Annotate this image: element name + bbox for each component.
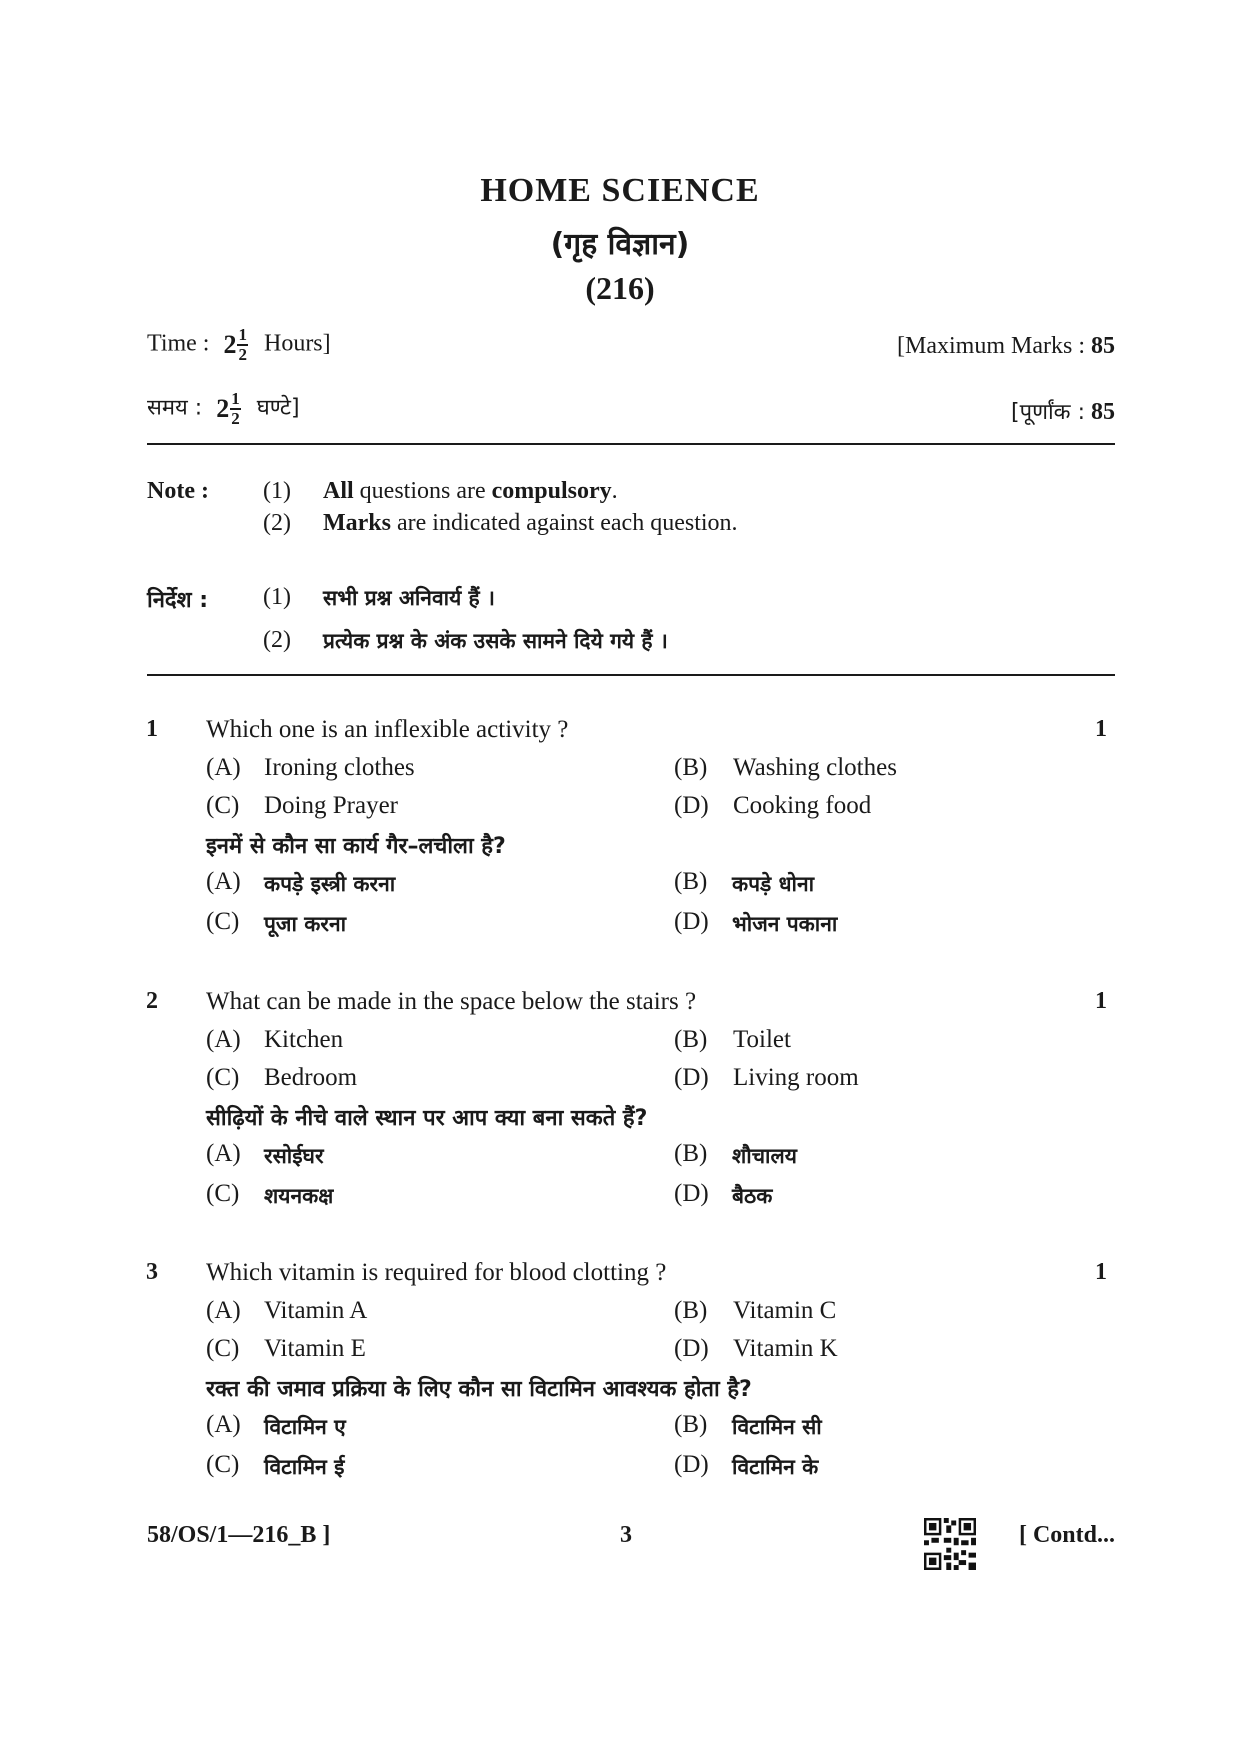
question-text-hindi: रक्त की जमाव प्रक्रिया के लिए कौन सा विटामिन आवश्यक होता है?	[206, 1377, 752, 1402]
note-item-1: All questions are compulsory.	[323, 478, 618, 504]
question-number: 2	[146, 988, 158, 1014]
option-text: Vitamin A	[264, 1297, 368, 1324]
nirdesh-item-1-num: (1)	[263, 584, 291, 610]
option-text-hindi: रसोईघर	[264, 1144, 324, 1168]
fraction-half: $\frac{1}{2}$	[238, 325, 247, 364]
note-label: Note :	[147, 478, 209, 504]
max-marks-english: [Maximum Marks : 85	[897, 333, 1115, 359]
option-letter-hindi: (B)	[674, 868, 708, 895]
option-letter-hindi: (B)	[674, 1140, 708, 1167]
option-text: Vitamin C	[733, 1297, 837, 1324]
option-letter: (A)	[206, 1297, 241, 1324]
option-letter: (B)	[674, 754, 708, 781]
option-letter: (B)	[674, 1297, 708, 1324]
qr-code-icon	[924, 1518, 976, 1570]
option-text-hindi: विटामिन ए	[264, 1415, 346, 1439]
option-text-hindi: कपड़े इस्त्री करना	[264, 872, 396, 896]
paper-code-footer: 58/OS/1—216_B ]	[147, 1522, 331, 1548]
option-letter: (D)	[674, 792, 709, 819]
question-text: Which one is an inflexible activity ?	[206, 716, 569, 743]
option-text-hindi: शौचालय	[732, 1144, 797, 1168]
option-letter: (C)	[206, 1335, 240, 1362]
question-text: Which vitamin is required for blood clotting ?	[206, 1259, 667, 1286]
option-letter-hindi: (C)	[206, 1180, 240, 1207]
option-text: Vitamin E	[264, 1335, 366, 1362]
question-text-hindi: इनमें से कौन सा कार्य गैर–लचीला है?	[206, 834, 506, 859]
nirdesh-item-2: प्रत्येक प्रश्न के अंक उसके सामने दिये गये हैं ।	[323, 629, 668, 653]
question-marks: 1	[1095, 1259, 1107, 1285]
question-number: 1	[146, 716, 158, 742]
question-text: What can be made in the space below the stairs ?	[206, 988, 697, 1015]
question-text-hindi: सीढ़ियों के नीचे वाले स्थान पर आप क्या बना सकते हैं?	[206, 1106, 648, 1131]
option-text-hindi: पूजा करना	[264, 912, 347, 936]
option-letter-hindi: (C)	[206, 908, 240, 935]
option-text: Toilet	[733, 1026, 791, 1053]
fraction-half: $\frac{1}{2}$	[231, 389, 240, 428]
option-text: Vitamin K	[733, 1335, 838, 1362]
option-letter-hindi: (D)	[674, 1180, 709, 1207]
option-text: Living room	[733, 1064, 859, 1091]
option-text-hindi: बैठक	[732, 1184, 773, 1208]
option-letter: (D)	[674, 1335, 709, 1362]
option-letter-hindi: (D)	[674, 908, 709, 935]
option-text-hindi: कपड़े धोना	[732, 872, 815, 896]
option-letter-hindi: (A)	[206, 1140, 241, 1167]
option-text-hindi: विटामिन सी	[732, 1415, 822, 1439]
option-letter: (C)	[206, 1064, 240, 1091]
option-letter: (A)	[206, 1026, 241, 1053]
time-hindi: समय : 2 $\frac{1}{2}$ घण्टे]	[147, 389, 300, 428]
nirdesh-item-1: सभी प्रश्न अनिवार्य हैं ।	[323, 586, 495, 610]
option-text-hindi: भोजन पकाना	[732, 912, 838, 936]
paper-title-hindi: (गृह विज्ञान)	[550, 227, 690, 262]
option-letter-hindi: (A)	[206, 868, 241, 895]
question-marks: 1	[1095, 716, 1107, 742]
option-text: Kitchen	[264, 1026, 344, 1053]
nirdesh-label: निर्देश :	[147, 588, 209, 613]
note-item-1-num: (1)	[263, 478, 291, 504]
divider-bottom	[147, 674, 1115, 676]
subject-code: (216)	[585, 270, 655, 306]
time-english: Time : 2 $\frac{1}{2}$ Hours]	[147, 325, 331, 364]
option-letter: (D)	[674, 1064, 709, 1091]
option-letter-hindi: (C)	[206, 1451, 240, 1478]
question-number: 3	[146, 1259, 158, 1285]
nirdesh-item-2-num: (2)	[263, 627, 291, 653]
note-item-2-num: (2)	[263, 510, 291, 536]
option-text: Washing clothes	[733, 754, 897, 781]
option-letter-hindi: (D)	[674, 1451, 709, 1478]
option-text-hindi: विटामिन ई	[264, 1455, 345, 1479]
page-number: 3	[620, 1522, 632, 1548]
option-text: Bedroom	[264, 1064, 358, 1091]
option-letter: (C)	[206, 792, 240, 819]
max-marks-hindi: [पूर्णांक : 85	[1011, 399, 1115, 425]
note-item-2: Marks are indicated against each question.	[323, 510, 738, 536]
question-marks: 1	[1095, 988, 1107, 1014]
divider-top	[147, 443, 1115, 445]
option-letter-hindi: (A)	[206, 1411, 241, 1438]
paper-title: HOME SCIENCE	[480, 172, 760, 209]
option-text: Doing Prayer	[264, 792, 398, 819]
option-text-hindi: शयनकक्ष	[264, 1184, 334, 1208]
option-letter: (A)	[206, 754, 241, 781]
option-letter: (B)	[674, 1026, 708, 1053]
option-text: Cooking food	[733, 792, 872, 819]
option-text: Ironing clothes	[264, 754, 415, 781]
option-text-hindi: विटामिन के	[732, 1455, 819, 1479]
continued-label: [ Contd...	[1018, 1522, 1115, 1548]
option-letter-hindi: (B)	[674, 1411, 708, 1438]
